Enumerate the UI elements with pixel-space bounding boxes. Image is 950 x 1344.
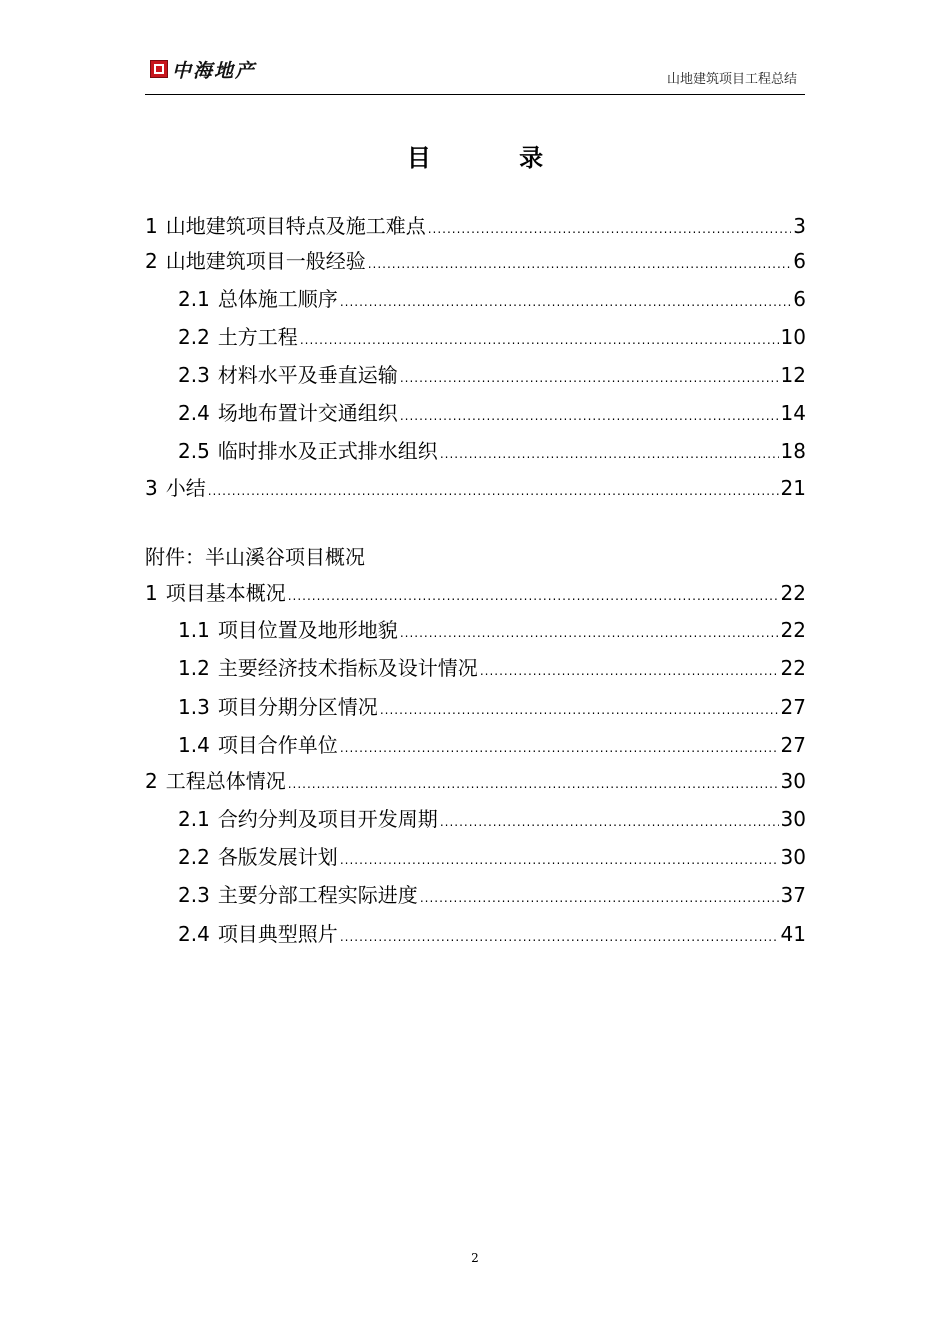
toc-entry-number: 1 <box>145 581 158 605</box>
toc-leader-dots <box>420 883 779 913</box>
toc-leader-dots <box>340 733 779 763</box>
toc-entry-page: 3 <box>793 214 806 238</box>
toc-entry-number: 2 <box>145 249 158 273</box>
toc-entry-text: 项目位置及地形地貌 <box>217 618 398 642</box>
toc-leader-dots <box>288 581 779 611</box>
document-header-title: 山地建筑项目工程总结 <box>666 72 797 87</box>
toc-leader-dots <box>340 845 779 875</box>
toc-entry-number: 1.3 <box>178 695 210 719</box>
toc-entry-page: 27 <box>780 695 806 719</box>
toc-entry-number: 2.3 <box>178 883 210 907</box>
toc-entry-page: 37 <box>780 883 806 907</box>
toc-entry[interactable] <box>145 246 806 276</box>
toc-entry-number: 2.1 <box>178 807 210 831</box>
header-divider <box>145 94 805 95</box>
toc-entry-page: 30 <box>780 807 806 831</box>
appendix-heading: 附件：半山溪谷项目概况 <box>145 545 365 569</box>
toc-leader-dots <box>440 807 779 837</box>
toc-entry-page: 41 <box>780 922 806 946</box>
toc-entry-text: 合约分判及项目开发周期 <box>217 807 438 831</box>
toc-entry-number: 2.1 <box>178 287 210 311</box>
toc-leader-dots <box>400 401 779 431</box>
toc-subentry[interactable] <box>178 322 806 352</box>
toc-leader-dots <box>480 656 779 686</box>
toc-entry-text: 场地布置计交通组织 <box>217 401 398 425</box>
toc-subentry[interactable] <box>178 398 806 428</box>
toc-leader-dots <box>400 618 779 648</box>
toc-leader-dots <box>380 695 779 725</box>
toc-leader-dots <box>400 363 779 393</box>
toc-entry-page: 27 <box>780 733 806 757</box>
toc-entry-text: 总体施工顺序 <box>217 287 338 311</box>
toc-leader-dots <box>208 476 779 506</box>
toc-subentry[interactable] <box>178 804 806 834</box>
logo-text: 中海地产 <box>172 59 257 82</box>
toc-entry-page: 22 <box>780 618 806 642</box>
toc-entry[interactable] <box>145 766 806 796</box>
toc-subentry[interactable] <box>178 730 806 760</box>
toc-subentry[interactable] <box>178 436 806 466</box>
toc-subentry[interactable] <box>178 653 806 683</box>
page-number: 2 <box>471 1251 479 1265</box>
toc-entry-text: 项目典型照片 <box>217 922 338 946</box>
toc-subentry[interactable] <box>178 919 806 949</box>
toc-leader-dots <box>340 922 779 952</box>
toc-subentry[interactable] <box>178 880 806 910</box>
toc-entry-number: 2.2 <box>178 325 210 349</box>
toc-entry-page: 6 <box>793 287 806 311</box>
toc-entry-text: 工程总体情况 <box>165 769 286 793</box>
toc-leader-dots <box>368 249 792 279</box>
toc-entry-number: 2.2 <box>178 845 210 869</box>
toc-entry-page: 6 <box>793 249 806 273</box>
toc-subentry[interactable] <box>178 284 806 314</box>
logo-icon <box>150 60 168 78</box>
company-logo <box>150 57 256 81</box>
toc-leader-dots <box>440 439 779 469</box>
toc-leader-dots <box>288 769 779 799</box>
toc-entry-page: 12 <box>780 363 806 387</box>
toc-entry-page: 22 <box>780 581 806 605</box>
toc-entry-text: 各版发展计划 <box>217 845 338 869</box>
toc-entry-page: 10 <box>780 325 806 349</box>
toc-entry-text: 山地建筑项目一般经验 <box>165 249 366 273</box>
toc-entry-text: 主要分部工程实际进度 <box>217 883 418 907</box>
toc-entry[interactable] <box>145 578 806 608</box>
toc-entry-number: 3 <box>145 476 158 500</box>
toc-title: 目 录 <box>406 144 584 172</box>
toc-leader-dots <box>428 214 792 244</box>
toc-entry-text: 材料水平及垂直运输 <box>217 363 398 387</box>
toc-entry-page: 18 <box>780 439 806 463</box>
toc-subentry[interactable] <box>178 842 806 872</box>
toc-entry-number: 2 <box>145 769 158 793</box>
toc-entry-number: 2.4 <box>178 401 210 425</box>
toc-entry-text: 项目基本概况 <box>165 581 286 605</box>
toc-leader-dots <box>300 325 779 355</box>
toc-entry-page: 22 <box>780 656 806 680</box>
toc-entry-text: 小结 <box>165 476 206 500</box>
toc-entry-text: 土方工程 <box>217 325 298 349</box>
toc-entry-text: 主要经济技术指标及设计情况 <box>217 656 478 680</box>
toc-subentry[interactable] <box>178 360 806 390</box>
toc-entry-number: 2.5 <box>178 439 210 463</box>
toc-entry-number: 2.3 <box>178 363 210 387</box>
toc-entry[interactable] <box>145 473 806 503</box>
toc-entry-page: 30 <box>780 769 806 793</box>
toc-entry-text: 临时排水及正式排水组织 <box>217 439 438 463</box>
toc-subentry[interactable] <box>178 692 806 722</box>
toc-entry-text: 项目分期分区情况 <box>217 695 378 719</box>
toc-entry[interactable] <box>145 211 806 241</box>
toc-entry-number: 1.1 <box>178 618 210 642</box>
toc-entry-number: 1 <box>145 214 158 238</box>
toc-leader-dots <box>340 287 791 317</box>
toc-entry-text: 山地建筑项目特点及施工难点 <box>165 214 426 238</box>
toc-subentry[interactable] <box>178 615 806 645</box>
toc-entry-page: 30 <box>780 845 806 869</box>
toc-entry-number: 2.4 <box>178 922 210 946</box>
toc-entry-number: 1.2 <box>178 656 210 680</box>
toc-entry-text: 项目合作单位 <box>217 733 338 757</box>
toc-entry-page: 21 <box>780 476 806 500</box>
toc-entry-page: 14 <box>780 401 806 425</box>
toc-entry-number: 1.4 <box>178 733 210 757</box>
